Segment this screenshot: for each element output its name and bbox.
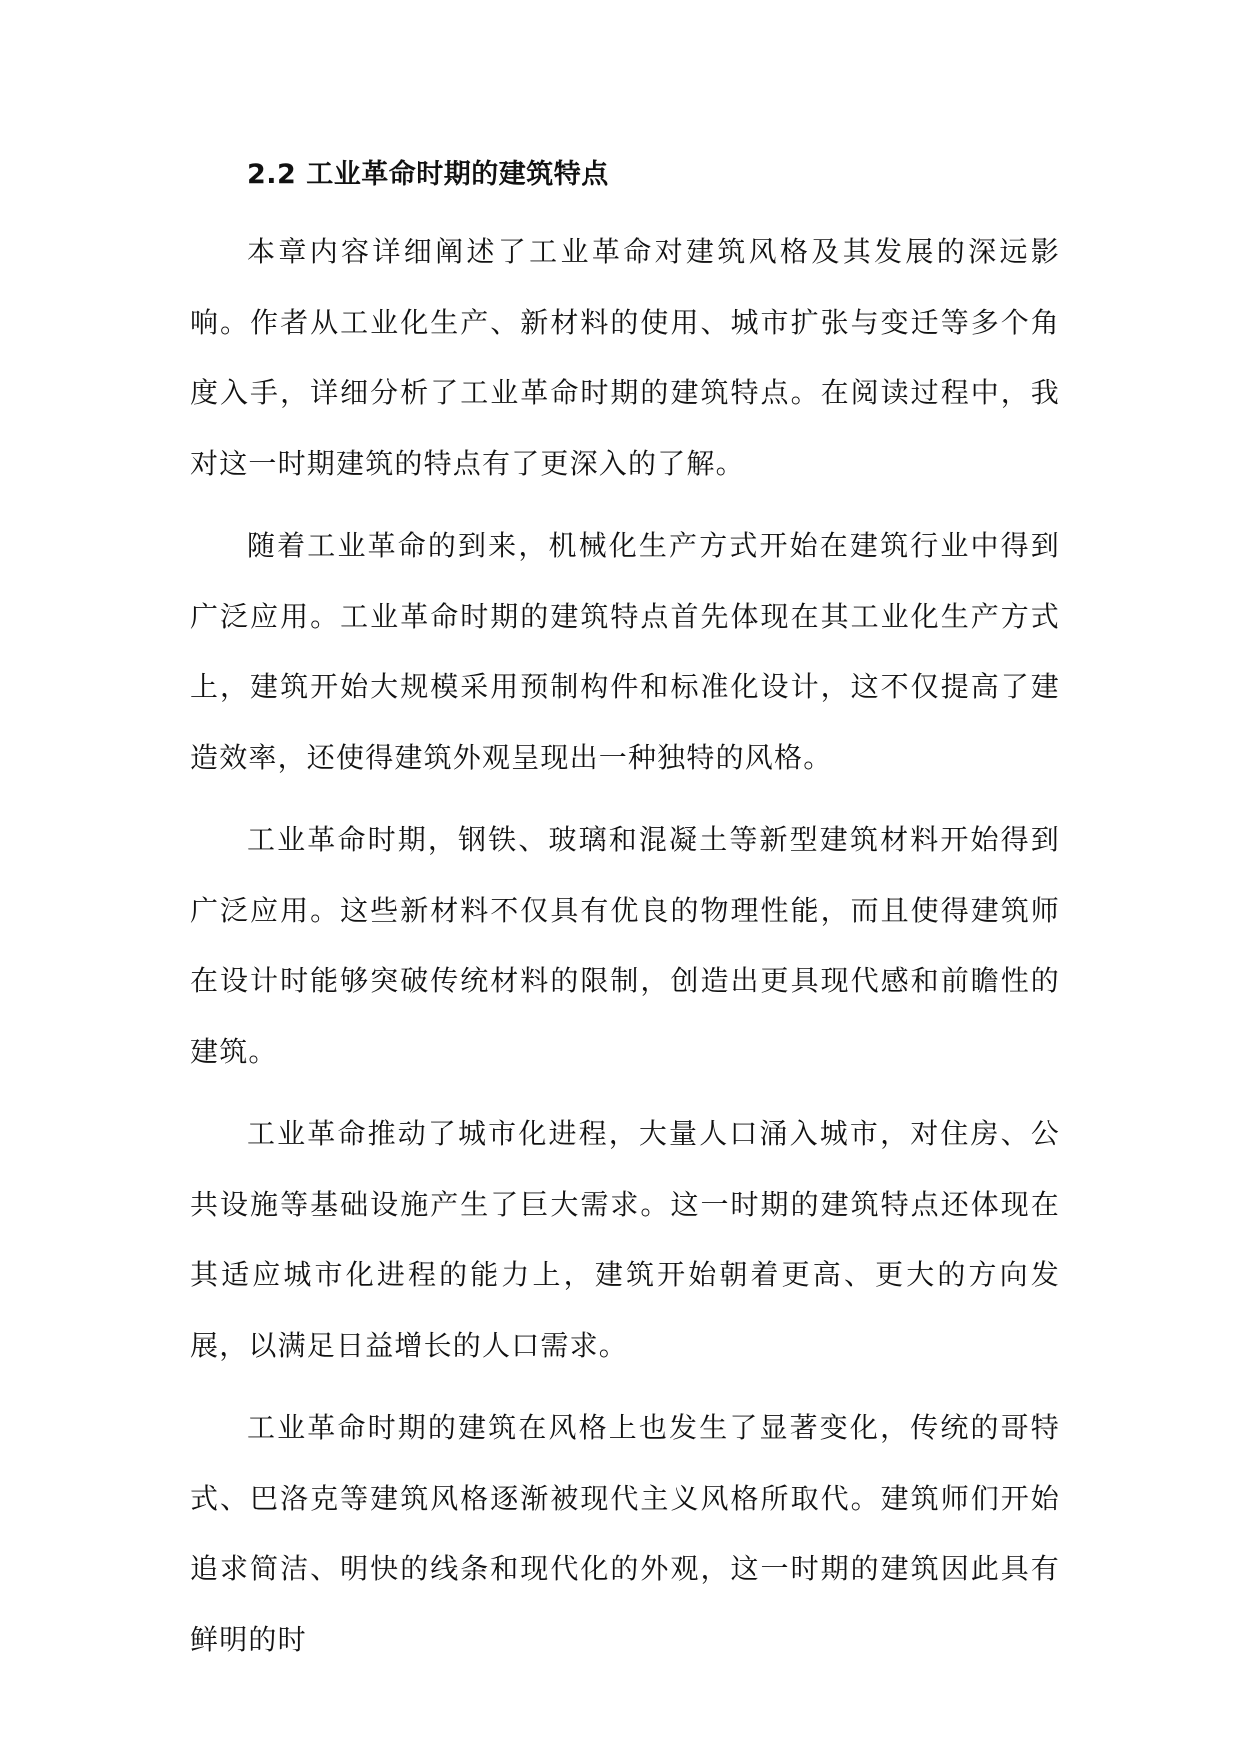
page-content <box>190 145 1060 1675</box>
paragraph-4: 工业革命推动了城市化进程，大量人口涌入城市，对住房、公共设施等基础设施产生了巨大需求。这一时期的建筑特点还体现在其适应城市化进程的能力上，建筑开始朝着更高、更大的方向发展，以满足日益增长的人口需求。 <box>190 1117 1060 1362</box>
section-heading: 2.2 工业革命时期的建筑特点 <box>247 159 609 190</box>
paragraph-3: 工业革命时期，钢铁、玻璃和混凝土等新型建筑材料开始得到广泛应用。这些新材料不仅具有优良的物理性能，而且使得建筑师在设计时能够突破传统材料的限制，创造出更具现代感和前瞻性的建筑。 <box>190 823 1060 1068</box>
paragraph-2: 随着工业革命的到来，机械化生产方式开始在建筑行业中得到广泛应用。工业革命时期的建筑特点首先体现在其工业化生产方式上，建筑开始大规模采用预制构件和标准化设计，这不仅提高了建造效率，还使得建筑外观呈现出一种独特的风格。 <box>190 529 1060 774</box>
paragraph-5: 工业革命时期的建筑在风格上也发生了显著变化，传统的哥特式、巴洛克等建筑风格逐渐被现代主义风格所取代。建筑师们开始追求简洁、明快的线条和现代化的外观，这一时期的建筑因此具有鲜明的时 <box>190 1411 1060 1656</box>
paragraph-1: 本章内容详细阐述了工业革命对建筑风格及其发展的深远影响。作者从工业化生产、新材料的使用、城市扩张与变迁等多个角度入手，详细分析了工业革命时期的建筑特点。在阅读过程中，我对这一时期建筑的特点有了更深入的了解。 <box>190 235 1060 480</box>
